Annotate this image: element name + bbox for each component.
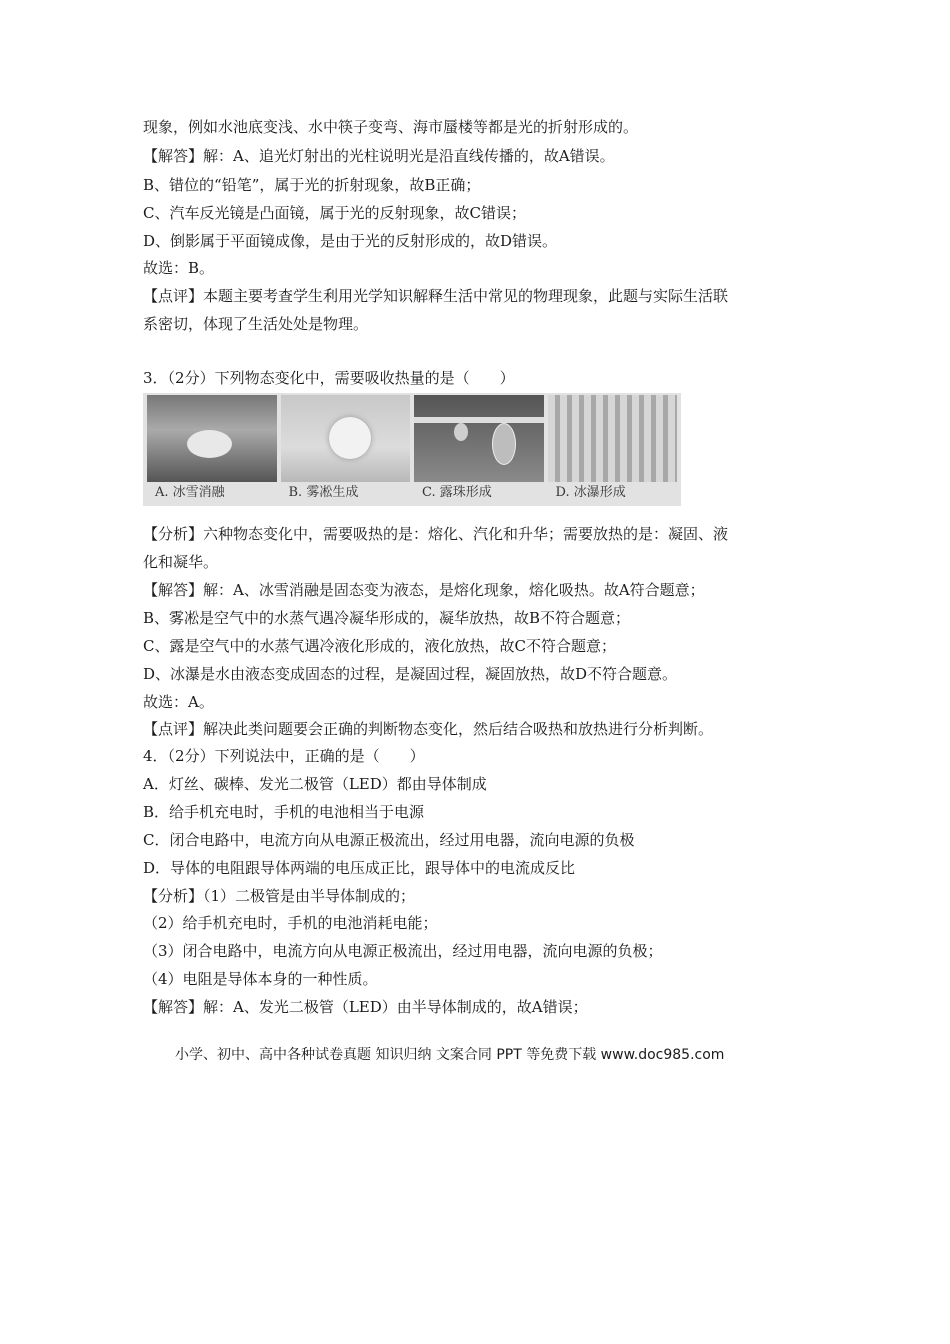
text-line: （4）电阻是导体本身的一种性质。: [143, 970, 378, 988]
option-a: A．灯丝、碳棒、发光二极管（LED）都由导体制成: [143, 775, 487, 793]
text-line: D、冰瀑是水由液态变成固态的过程，是凝固过程，凝固放热，故D不符合题意。: [143, 665, 678, 683]
snow-melting-photo: [147, 395, 277, 482]
photo-caption: A. 冰雪消融: [155, 485, 225, 500]
question-3-title: 3．（2分）下列物态变化中，需要吸收热量的是（ ）: [143, 369, 515, 387]
option-d: D．导体的电阻跟导体两端的电压成正比，跟导体中的电流成反比: [143, 859, 576, 877]
option-b: B．给手机充电时，手机的电池相当于电源: [143, 803, 425, 821]
photo-caption: D. 冰瀑形成: [555, 485, 626, 500]
text-line: B、错位的“铅笔”，属于光的折射现象，故B正确；: [143, 176, 481, 194]
text-line: C、露是空气中的水蒸气遇冷液化形成的，液化放热，故C不符合题意；: [143, 637, 616, 655]
option-c: C．闭合电路中，电流方向从电源正极流出，经过用电器，流向电源的负极: [143, 831, 635, 849]
text-line: 现象，例如水池底变浅、水中筷子变弯、海市蜃楼等都是光的折射形成的。: [143, 118, 639, 136]
page-footer: 小学、初中、高中各种试卷真题 知识归纳 文案合同 PPT 等免费下载 www.doc985.com: [175, 1047, 725, 1063]
photo-panel-d: [548, 395, 678, 504]
text-line: 系密切，体现了生活处处是物理。: [143, 315, 369, 333]
text-line: B、雾凇是空气中的水蒸气遇冷凝华形成的，凝华放热，故B不符合题意；: [143, 609, 631, 627]
photo-caption: C. 露珠形成: [422, 485, 492, 500]
text-line: 【点评】解决此类问题要会正确的判断物态变化，然后结合吸热和放热进行分析判断。: [143, 720, 714, 738]
photo-panel-a: [147, 395, 277, 504]
rime-tree-photo: [281, 395, 411, 482]
text-line: （3）闭合电路中，电流方向从电源正极流出，经过用电器，流向电源的负极；: [143, 942, 663, 960]
photo-panel-c: [414, 395, 544, 504]
question-3-image-strip: [143, 393, 681, 506]
photo-caption: B. 雾凇生成: [288, 485, 359, 500]
text-line: 故选：B。: [143, 259, 215, 277]
text-line: 化和凝华。: [143, 553, 219, 571]
text-line: （2）给手机充电时，手机的电池消耗电能；: [143, 914, 438, 932]
text-line: 【解答】解：A、追光灯射出的光柱说明光是沿直线传播的，故A错误。: [143, 147, 615, 165]
text-line: 【分析】六种物态变化中，需要吸热的是：熔化、汽化和升华；需要放热的是：凝固、液: [143, 525, 729, 543]
text-line: 【点评】本题主要考查学生利用光学知识解释生活中常见的物理现象，此题与实际生活联: [143, 287, 729, 305]
text-line: 【解答】解：A、冰雪消融是固态变为液态，是熔化现象，熔化吸热。故A符合题意；: [143, 581, 705, 599]
text-line: D、倒影属于平面镜成像，是由于光的反射形成的，故D错误。: [143, 232, 558, 250]
question-4-title: 4．（2分）下列说法中，正确的是（ ）: [143, 747, 425, 765]
dewdrop-photo: [414, 395, 544, 482]
text-line: C、汽车反光镜是凸面镜，属于光的反射现象，故C错误；: [143, 204, 526, 222]
text-line: 【分析】（1）二极管是由半导体制成的；: [143, 887, 416, 905]
photo-panel-b: [281, 395, 411, 504]
text-line: 【解答】解：A、发光二极管（LED）由半导体制成的，故A错误；: [143, 998, 588, 1016]
ice-waterfall-photo: [548, 395, 678, 482]
text-line: 故选：A。: [143, 693, 214, 711]
